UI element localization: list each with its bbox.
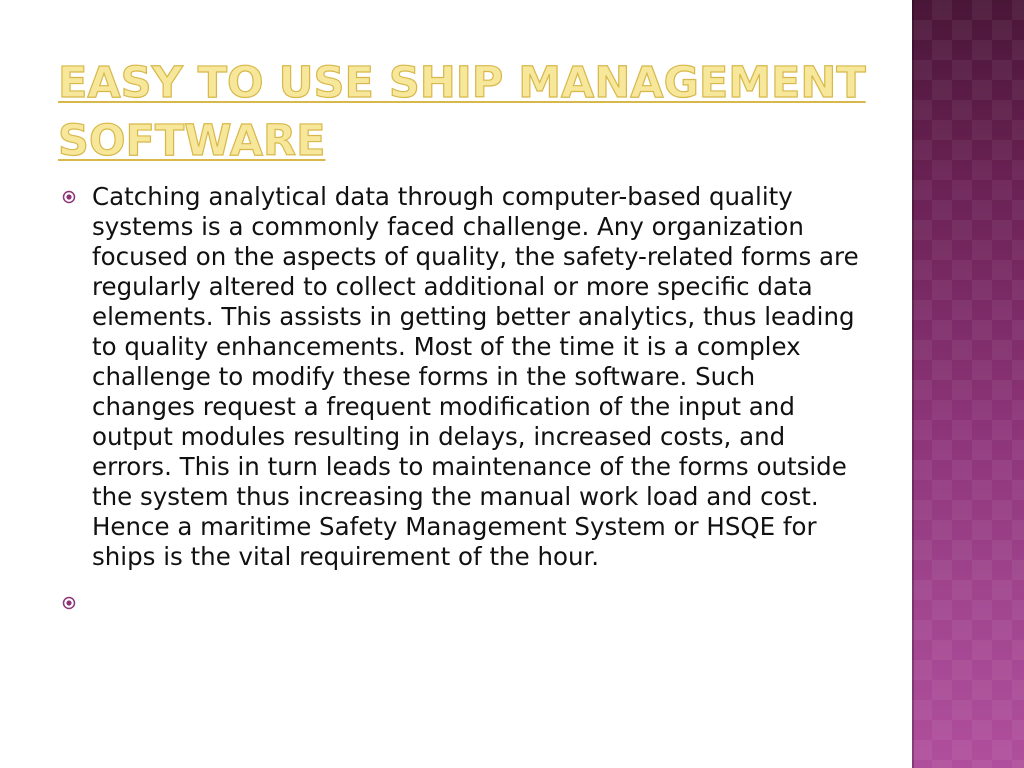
bullet-list: [62, 182, 862, 618]
bullet-text: Catching analytical data through computer-based quality systems is a commonly faced challenge. Any organization focused on the aspects of quality, the safety-related forms are regularly altered to collect additional or more specific data elements. This assists in getting better analytics, thus leading to quality enhancements. Most of the time it is a complex challenge to modify these forms in the software. Such changes request a frequent modification of the input and output modules resulting in delays, increased costs, and errors. This in turn leads to maintenance of the forms outside the system thus increasing the manual work load and cost. Hence a maritime Safety Management System or HSQE for ships is the vital requirement of the hour.: [92, 182, 859, 571]
circle-dot-bullet-icon: [62, 190, 76, 204]
slide-title: EASY TO USE SHIP MANAGEMENT SOFTWARE: [58, 58, 866, 166]
side-band-edge: [912, 0, 914, 768]
circle-dot-bullet-icon: [62, 596, 76, 610]
bullet-item: [62, 182, 862, 572]
bullet-item-empty: [62, 588, 862, 618]
side-band-pattern: [912, 0, 1024, 768]
